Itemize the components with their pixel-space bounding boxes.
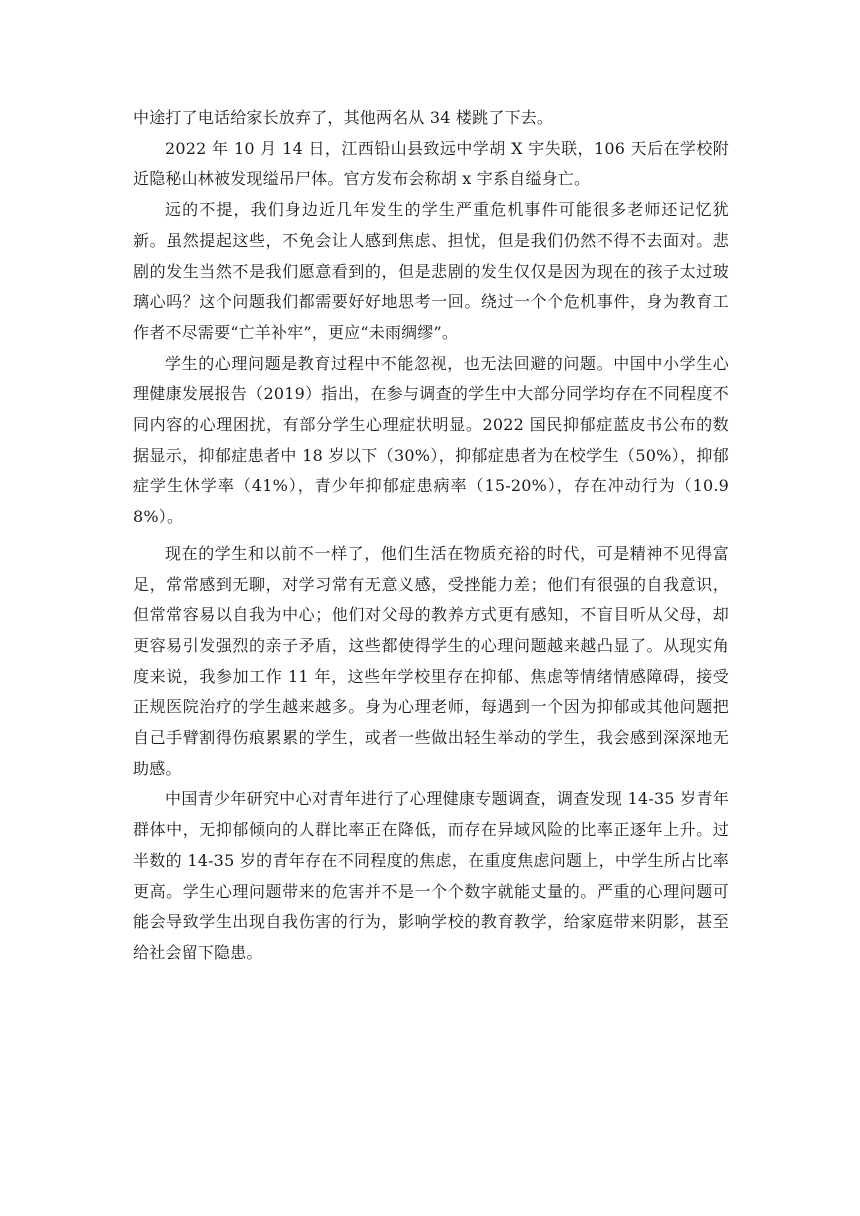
paragraph-4: 学生的心理问题是教育过程中不能忽视，也无法回避的问题。中国中小学生心理健康发展报告（2019）指出，在参与调查的学生中大部分同学均存在不同程度不同内容的心理困扰，有部分学生心理症状明显。2022 国民抑郁症蓝皮书公布的数据显示，抑郁症患者中 18 岁以下（30%），抑郁症患者为在校学生（50%），抑郁症学生休学率（41%），青少年抑郁症患病率（15-20%），存在冲动行为（10.98%）。 [133, 353, 729, 527]
paragraph-3: 远的不提，我们身边近几年发生的学生严重危机事件可能很多老师还记忆犹新。虽然提起这些，不免会让人感到焦虑、担忧，但是我们仍然不得不去面对。悲剧的发生当然不是我们愿意看到的，但是悲剧的发生仅仅是因为现在的孩子太过玻璃心吗？这个问题我们都需要好好地思考一回。绕过一个个危机事件，身为教育工作者不尽需要“亡羊补牢”，更应“未雨绸缪”。 [133, 200, 729, 342]
paragraph-5: 现在的学生和以前不一样了，他们生活在物质充裕的时代，可是精神不见得富足，常常感到无聊，对学习常有无意义感，受挫能力差；他们有很强的自我意识，但常常容易以自我为中心；他们对父母的教养方式更有感知，不盲目听从父母，却更容易引发强烈的亲子矛盾，这些都使得学生的心理问题越来越凸显了。从现实角度来说，我参加工作 11 年，这些年学校里存在抑郁、焦虑等情绪情感障碍，接受正规医院治疗的学生越来越多。身为心理老师，每遇到一个因为抑郁或其他问题把自己手臂割得伤痕累累的学生，或者一些做出轻生举动的学生，我会感到深深地无助感。 [133, 543, 729, 778]
paragraph-6: 中国青少年研究中心对青年进行了心理健康专题调查，调查发现 14-35 岁青年群体中，无抑郁倾向的人群比率正在降低，而存在异域风险的比率正逐年上升。过半数的 14-35 岁的青年存在不同程度的焦虑，在重度焦虑问题上，中学生所占比率更高。学生心理问题带来的危害并不是一个个数字就能丈量的。严重的心理问题可能会导致学生出现自我伤害的行为，影响学校的教育教学，给家庭带来阴影，甚至给社会留下隐患。 [133, 789, 729, 962]
paragraph-1: 中途打了电话给家长放弃了，其他两名从 34 楼跳了下去。 [133, 108, 554, 127]
paragraph-2: 2022 年 10 月 14 日，江西铅山县致远中学胡 X 宇失联，106 天后在学校附近隐秘山林被发现缢吊尸体。官方发布会称胡 x 宇系自缢身亡。 [133, 138, 729, 189]
document-body [133, 103, 729, 969]
